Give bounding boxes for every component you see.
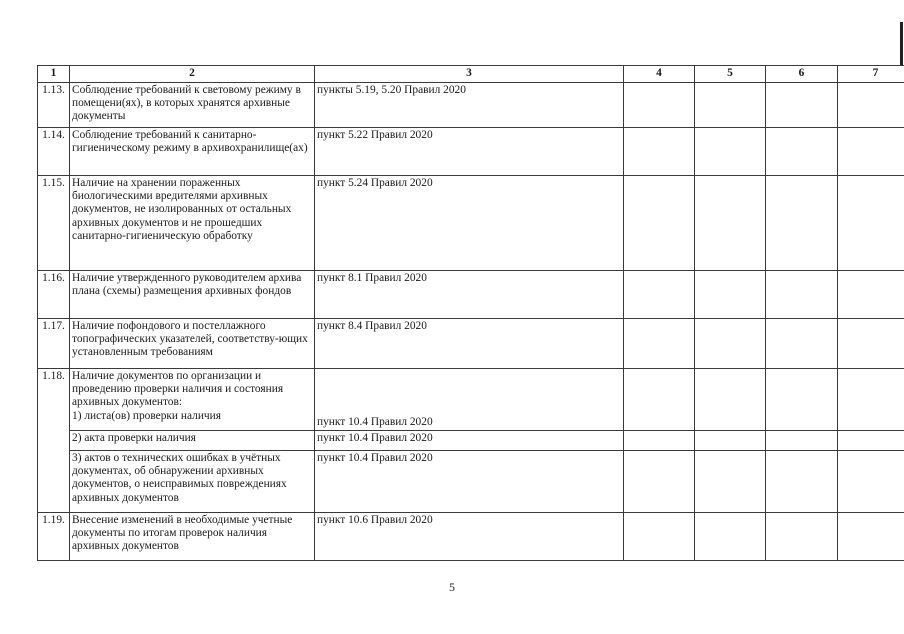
row-number: 1.19.: [38, 513, 70, 561]
requirement-text: Внесение изменений в необходимые учетные документы по итогам проверок наличия архивных документов: [70, 513, 315, 561]
empty-cell: [766, 513, 838, 561]
empty-cell: [624, 271, 695, 319]
empty-cell: [838, 369, 904, 431]
empty-cell: [695, 451, 766, 513]
header-row: [38, 66, 904, 83]
requirement-subitem: 3) актов о технических ошибках в учётных документах, об обнаружении архивных документов, о неисправимых повреждениях архивных документов: [70, 451, 315, 513]
legal-reference: пункт 8.1 Правил 2020: [315, 271, 624, 319]
row-number: 1.14.: [38, 128, 70, 176]
checklist-table: [37, 65, 904, 561]
requirement-text: Наличие на хранении пораженных биологическими вредителями архивных документов, не изолированных от остальных архивных документов и не прошедших санитарно-гигиеническую обработку: [70, 176, 315, 271]
empty-cell: [624, 369, 695, 431]
table-row: [38, 176, 904, 271]
empty-cell: [766, 176, 838, 271]
column-header: 3: [315, 66, 624, 83]
table-row: [38, 369, 904, 431]
page-edge-mark: [900, 22, 903, 66]
empty-cell: [766, 271, 838, 319]
empty-cell: [624, 513, 695, 561]
empty-cell: [624, 83, 695, 128]
empty-cell: [695, 513, 766, 561]
empty-cell: [838, 431, 904, 451]
empty-cell: [695, 431, 766, 451]
row-number: 1.15.: [38, 176, 70, 271]
table-row: [38, 451, 904, 513]
empty-cell: [695, 271, 766, 319]
requirement-text: Соблюдение требований к световому режиму в помещени(ях), в которых хранятся архивные документы: [70, 83, 315, 128]
empty-cell: [766, 83, 838, 128]
requirement-intro: Наличие документов по организации и проведению проверки наличия и состояния архивных документов:: [72, 370, 284, 409]
empty-cell: [624, 451, 695, 513]
empty-cell: [838, 319, 904, 369]
requirement-text: Соблюдение требований к санитарно- гигиеническому режиму в архивохранилище(ах): [70, 128, 315, 176]
column-header: 6: [766, 66, 838, 83]
empty-cell: [624, 176, 695, 271]
page-number: 5: [449, 580, 455, 594]
empty-cell: [838, 176, 904, 271]
requirement-text: Наличие утвержденного руководителем архива плана (схемы) размещения архивных фондов: [70, 271, 315, 319]
empty-cell: [766, 369, 838, 431]
empty-cell: [695, 319, 766, 369]
empty-cell: [624, 319, 695, 369]
empty-cell: [838, 128, 904, 176]
empty-cell: [766, 319, 838, 369]
table-row: [38, 513, 904, 561]
column-header: 2: [70, 66, 315, 83]
legal-reference: пункт 10.6 Правил 2020: [315, 513, 624, 561]
empty-cell: [695, 128, 766, 176]
empty-cell: [695, 369, 766, 431]
row-number: 1.18.: [38, 369, 70, 513]
empty-cell: [766, 431, 838, 451]
row-number: 1.13.: [38, 83, 70, 128]
table-row: [38, 431, 904, 451]
empty-cell: [838, 271, 904, 319]
requirement-text: Наличие пофондового и постеллажного топографических указателей, соответству-ющих установленным требованиям: [70, 319, 315, 369]
table-row: [38, 271, 904, 319]
empty-cell: [766, 451, 838, 513]
empty-cell: [624, 128, 695, 176]
requirement-subitem: 2) акта проверки наличия: [70, 431, 315, 451]
legal-reference: пункт 10.4 Правил 2020: [315, 431, 624, 451]
column-header: 4: [624, 66, 695, 83]
legal-reference: пункты 5.19, 5.20 Правил 2020: [315, 83, 624, 128]
table-row: [38, 83, 904, 128]
table-row: [38, 128, 904, 176]
column-header: 1: [38, 66, 70, 83]
empty-cell: [766, 128, 838, 176]
legal-reference: пункт 8.4 Правил 2020: [315, 319, 624, 369]
empty-cell: [695, 176, 766, 271]
column-header: 7: [838, 66, 904, 83]
column-header: 5: [695, 66, 766, 83]
row-number: 1.17.: [38, 319, 70, 369]
requirement-subitem: 1) листа(ов) проверки наличия: [72, 409, 221, 422]
legal-reference: пункт 10.4 Правил 2020: [315, 369, 624, 431]
empty-cell: [838, 513, 904, 561]
row-number: 1.16.: [38, 271, 70, 319]
empty-cell: [624, 431, 695, 451]
legal-reference: пункт 5.22 Правил 2020: [315, 128, 624, 176]
requirement-text: [70, 369, 315, 431]
empty-cell: [838, 83, 904, 128]
empty-cell: [838, 451, 904, 513]
empty-cell: [695, 83, 766, 128]
legal-reference: пункт 5.24 Правил 2020: [315, 176, 624, 271]
table-row: [38, 319, 904, 369]
legal-reference: пункт 10.4 Правил 2020: [315, 451, 624, 513]
